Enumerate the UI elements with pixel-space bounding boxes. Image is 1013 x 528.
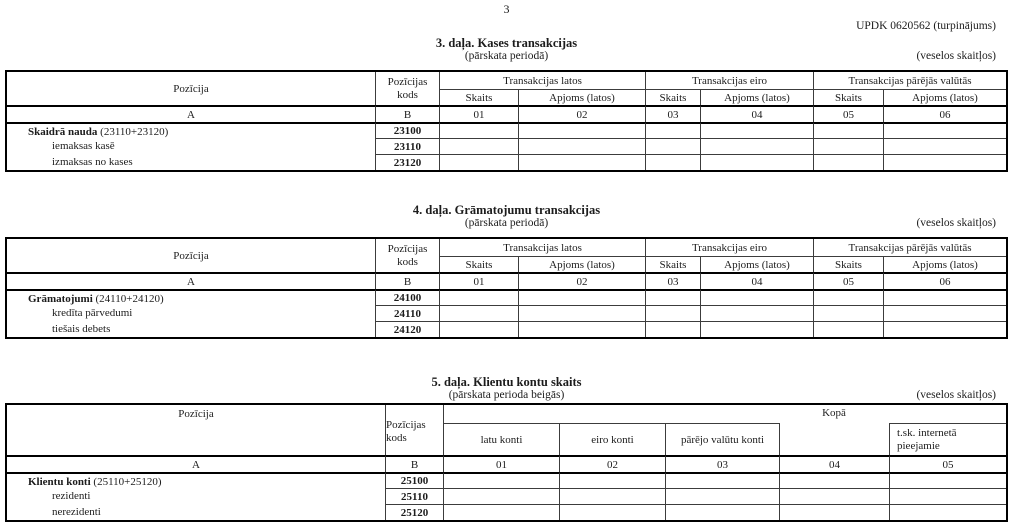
data-cell (559, 488, 665, 504)
tsk-line1: t.sk. internetā (897, 427, 957, 439)
section-title-kases: 3. daļa. Kases transakcijas (435, 36, 578, 50)
row-label-bold: Klientu konti (28, 476, 91, 488)
col-header-pozicijas-kods (385, 405, 443, 455)
ref-cell-02: 02 (559, 455, 665, 472)
kopa-label: Kopā (822, 407, 846, 419)
data-cell (700, 305, 813, 321)
data-cell (518, 321, 645, 337)
row-label-rest: (24110+24120) (92, 293, 164, 305)
data-cell (518, 154, 645, 170)
row-label-rest: rezidenti (52, 490, 91, 502)
section-note-kases: (veselos skaitļos) (916, 50, 996, 62)
row-code: 23110 (375, 138, 439, 154)
subcol-header-eiro-konti: eiro konti (559, 423, 665, 455)
data-cell (779, 472, 889, 488)
data-cell (443, 472, 559, 488)
ref-cell-05: 05 (813, 105, 883, 122)
data-cell (813, 138, 883, 154)
col-header-pozicija: Pozīcija (173, 249, 209, 262)
table-kases-transakcijas (5, 70, 1008, 172)
data-cell (813, 321, 883, 337)
data-cell (700, 154, 813, 170)
data-cell (813, 289, 883, 305)
ref-cell-B: B (375, 272, 439, 289)
row-label-rest: izmaksas no kases (52, 156, 133, 168)
ref-cell-06: 06 (883, 272, 1006, 289)
subcol-header-parejo-valutu-konti: pārējo valūtu konti (665, 423, 779, 455)
data-cell (645, 154, 700, 170)
section-note-klientu: (veselos skaitļos) (916, 389, 996, 401)
ref-cell-01: 01 (439, 272, 518, 289)
ref-cell-03: 03 (645, 272, 700, 289)
ref-cell-03: 03 (645, 105, 700, 122)
ref-cell-B: B (385, 455, 443, 472)
data-cell (665, 488, 779, 504)
kods-line1: Pozīcijas (387, 75, 428, 88)
ref-cell-04: 04 (700, 272, 813, 289)
data-cell (889, 488, 1006, 504)
col-header-pozicijas-kods (375, 239, 439, 272)
kods-line1: Pozīcijas (386, 418, 426, 431)
row-label-rest: iemaksas kasē (52, 140, 115, 152)
ref-cell-04: 04 (779, 455, 889, 472)
subcol-header-apjoms-02: Apjoms (latos) (518, 89, 645, 105)
ref-cell-05: 05 (813, 272, 883, 289)
data-cell (883, 289, 1006, 305)
row-label (7, 472, 385, 488)
group-header-transakcijas-latos: Transakcijas latos (439, 239, 645, 256)
data-cell (439, 321, 518, 337)
ref-cell-A: A (7, 455, 385, 472)
row-label (7, 504, 385, 520)
table-klientu-kontu-skaits (5, 403, 1008, 522)
row-code: 24120 (375, 321, 439, 337)
ref-cell-B: B (375, 105, 439, 122)
data-cell (439, 122, 518, 138)
data-cell (645, 321, 700, 337)
tsk-line2: pieejamie (897, 440, 940, 452)
section-title-gramatojumu: 4. daļa. Grāmatojumu transakcijas (412, 203, 601, 217)
data-cell (439, 289, 518, 305)
data-cell (518, 138, 645, 154)
subcol-header-skaits-01: Skaits (439, 256, 518, 272)
data-cell (439, 154, 518, 170)
row-code: 23100 (375, 122, 439, 138)
ref-cell-02: 02 (518, 272, 645, 289)
form-reference: UPDK 0620562 (turpinājums) (856, 20, 996, 32)
data-cell (889, 472, 1006, 488)
row-label-bold: Grāmatojumi (28, 293, 93, 305)
subcol-header-latu-konti: latu konti (443, 423, 559, 455)
ref-cell-01: 01 (439, 105, 518, 122)
data-cell (559, 472, 665, 488)
row-code: 25100 (385, 472, 443, 488)
subcol-header-skaits-01: Skaits (439, 89, 518, 105)
kods-line2: kods (397, 88, 418, 101)
subcol-header-apjoms-06: Apjoms (latos) (883, 89, 1006, 105)
page-number: 3 (503, 2, 510, 16)
section-title-klientu: 5. daļa. Klientu kontu skaits (431, 375, 582, 389)
subcol-header-apjoms-04: Apjoms (latos) (700, 89, 813, 105)
row-label (7, 488, 385, 504)
data-cell (443, 504, 559, 520)
data-cell (518, 305, 645, 321)
col-header-pozicija: Pozīcija (173, 82, 209, 95)
group-header-kopa (443, 405, 1006, 423)
group-header-transakcijas-eiro: Transakcijas eiro (645, 239, 813, 256)
data-cell (883, 321, 1006, 337)
data-cell (559, 504, 665, 520)
row-label (7, 138, 375, 154)
data-cell (700, 122, 813, 138)
row-label (7, 289, 375, 305)
data-cell (443, 488, 559, 504)
row-code: 24100 (375, 289, 439, 305)
row-label (7, 154, 375, 170)
kods-line2: kods (386, 431, 407, 444)
data-cell (645, 138, 700, 154)
table-gramatojumu-transakcijas (5, 237, 1008, 339)
col-header-pozicija: Pozīcija (178, 408, 214, 420)
data-cell (439, 138, 518, 154)
data-cell (883, 305, 1006, 321)
row-code: 25120 (385, 504, 443, 520)
group-header-transakcijas-latos: Transakcijas latos (439, 72, 645, 89)
data-cell (439, 305, 518, 321)
data-cell (518, 122, 645, 138)
data-cell (779, 504, 889, 520)
ref-cell-02: 02 (518, 105, 645, 122)
row-label-rest: tiešais debets (52, 323, 111, 335)
data-cell (665, 504, 779, 520)
group-header-transakcijas-parejas-valutas: Transakcijas pārējās valūtās (813, 72, 1006, 89)
data-cell (813, 122, 883, 138)
ref-cell-03: 03 (665, 455, 779, 472)
row-label-rest: kredīta pārvedumi (52, 307, 133, 319)
data-cell (700, 138, 813, 154)
section-subtitle-klientu: (pārskata perioda beigās) (448, 389, 565, 401)
data-cell (645, 289, 700, 305)
subcol-header-skaits-05: Skaits (813, 89, 883, 105)
ref-cell-06: 06 (883, 105, 1006, 122)
ref-cell-A: A (7, 105, 375, 122)
data-cell (883, 122, 1006, 138)
row-label-rest: (25110+25120) (90, 476, 162, 488)
ref-cell-05: 05 (889, 455, 1006, 472)
kods-line1: Pozīcijas (387, 242, 428, 255)
data-cell (883, 154, 1006, 170)
row-label (7, 321, 375, 337)
subcol-header-skaits-05: Skaits (813, 256, 883, 272)
row-label (7, 305, 375, 321)
col-header-pozicijas-kods (375, 72, 439, 105)
subcol-header-kopa-empty (779, 423, 889, 455)
data-cell (645, 305, 700, 321)
data-cell (813, 154, 883, 170)
section-note-gramatojumu: (veselos skaitļos) (916, 217, 996, 229)
row-code: 23120 (375, 154, 439, 170)
row-code: 25110 (385, 488, 443, 504)
data-cell (813, 305, 883, 321)
ref-cell-01: 01 (443, 455, 559, 472)
data-cell (518, 289, 645, 305)
data-cell (700, 289, 813, 305)
group-header-transakcijas-eiro: Transakcijas eiro (645, 72, 813, 89)
row-label-rest: (23110+23120) (97, 126, 169, 138)
subcol-header-apjoms-02: Apjoms (latos) (518, 256, 645, 272)
subcol-header-skaits-03: Skaits (645, 89, 700, 105)
kods-line2: kods (397, 255, 418, 268)
data-cell (883, 138, 1006, 154)
data-cell (889, 504, 1006, 520)
row-label (7, 122, 375, 138)
ref-cell-04: 04 (700, 105, 813, 122)
row-label-bold: Skaidrā nauda (28, 126, 98, 138)
subcol-header-apjoms-06: Apjoms (latos) (883, 256, 1006, 272)
data-cell (645, 122, 700, 138)
subcol-header-skaits-03: Skaits (645, 256, 700, 272)
row-code: 24110 (375, 305, 439, 321)
section-subtitle-gramatojumu: (pārskata periodā) (464, 217, 549, 229)
ref-cell-A: A (7, 272, 375, 289)
subcol-header-tsk-interneta (889, 423, 1006, 455)
row-label-rest: nerezidenti (52, 506, 101, 518)
group-header-transakcijas-parejas-valutas: Transakcijas pārējās valūtās (813, 239, 1006, 256)
data-cell (779, 488, 889, 504)
data-cell (700, 321, 813, 337)
subcol-header-apjoms-04: Apjoms (latos) (700, 256, 813, 272)
section-subtitle-kases: (pārskata periodā) (464, 50, 549, 62)
data-cell (665, 472, 779, 488)
